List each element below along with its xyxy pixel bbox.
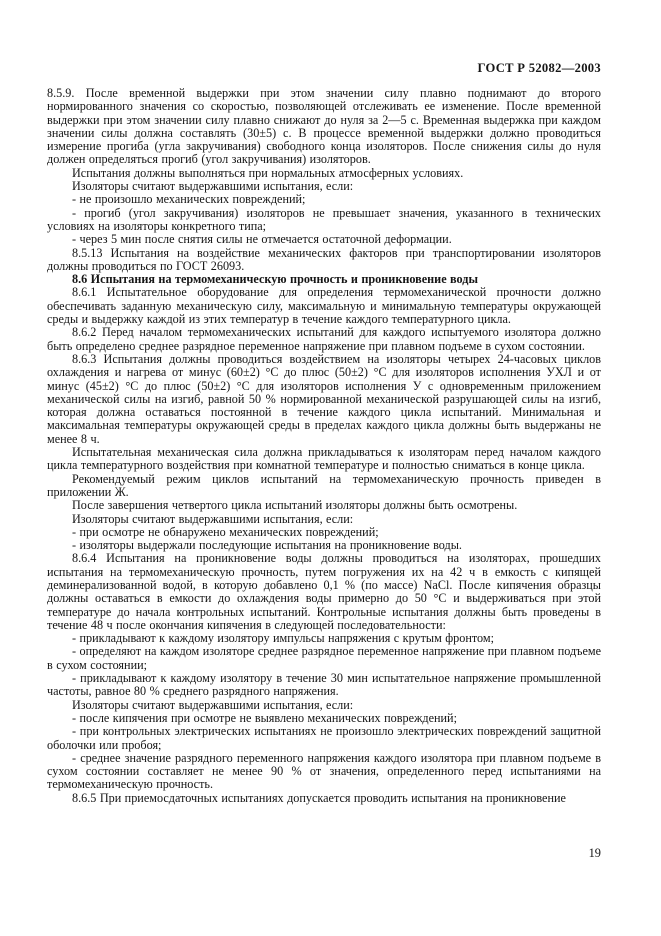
paragraph: Испытательная механическая сила должна прикладываться к изоляторам перед началом каждого цикла температурного воздействия при комнатной температуре и полностью сниматься в конце цикла. <box>47 445 601 473</box>
paragraph: После завершения четвертого цикла испытаний изоляторы должны быть осмотрены. <box>72 498 518 513</box>
paragraph: - не произошло механических повреждений; <box>72 192 306 207</box>
paragraph: - при осмотре не обнаружено механических повреждений; <box>72 524 379 539</box>
document-body <box>47 87 601 805</box>
paragraph: 8.6.1 Испытательное оборудование для определения термомеханической прочности должно обеспечивать заданную механическую силу, максимальную и минимальную температуры окружающей среды и выдержку каждой из этих температур в течение каждого температурного цикла. <box>47 285 601 327</box>
paragraph: - прикладывают к каждому изолятору импульсы напряжения с крутым фронтом; <box>72 631 495 646</box>
paragraph: - среднее значение разрядного переменного напряжения каждого изолятора при плавном подъеме в сухом состоянии составляет не менее 90 % от значения, определенного перед испытаниями на термомеханическую прочность. <box>47 750 601 792</box>
paragraph: - при контрольных электрических испытаниях не произошло электрических повреждений защитной оболочки или пробоя; <box>47 724 601 752</box>
paragraph: 8.6.2 Перед началом термомеханических испытаний для каждого испытуемого изолятора должно быть определено среднее разрядное переменное напряжение при плавном подъеме в сухом состоянии. <box>47 325 601 353</box>
paragraph: 8.6.5 При приемосдаточных испытаниях допускается проводить испытания на проникновение <box>72 790 566 805</box>
paragraph: Рекомендуемый режим циклов испытаний на термомеханическую прочность приведен в приложении Ж. <box>47 471 601 499</box>
paragraph: - определяют на каждом изоляторе среднее разрядное переменное напряжение при плавном подъеме в сухом состоянии; <box>47 644 601 672</box>
paragraph: - прогиб (угол закручивания) изоляторов не превышает значения, указанного в технических условиях на изоляторы конкретного типа; <box>47 205 601 233</box>
paragraph: - после кипячения при осмотре не выявлено механических повреждений; <box>72 710 457 725</box>
paragraph: - через 5 мин после снятия силы не отмечается остаточной деформации. <box>72 232 452 247</box>
paragraph: - изоляторы выдержали последующие испытания на проникновение воды. <box>72 538 462 553</box>
paragraph: 8.5.9. После временной выдержки при этом значении силу плавно поднимают до второго нормированного значения со скоростью, позволяющей отслеживать ее изменение. После временной выдержки при этом значении силу плавно снижают до нуля за 2—5 с. Временная выдержка при каждом значении силы должна составлять (30±5) с. В процессе временной выдержки должно проводиться измерение прогиба (угла закручивания) свободного конца изоляторов. После снижения силы до нуля должен определяться прогиб (угол закручивания) изоляторов. <box>47 86 601 167</box>
paragraph: 8.5.13 Испытания на воздействие механических факторов при транспортировании изоляторов должны проводиться по ГОСТ 26093. <box>47 245 601 273</box>
paragraph: 8.6.4 Испытания на проникновение воды должны проводиться на изоляторах, прошедших испытания на термомеханическую прочность, путем погружения их на 42 ч в емкость с кипящей деминерализованной водой, в которую добавлено 0,1 % (по массе) NaCl. После кипячения образцы должны оставаться в емкости до охлаждения воды примерно до 50 °С и выдерживаться при этой температуре до начала контрольных испытаний. Контрольные испытания должны быть проведены в течение 48 ч после окончания кипячения в следующей последовательности: <box>47 551 601 632</box>
section-heading: 8.6 Испытания на термомеханическую прочность и проникновение воды <box>72 272 478 287</box>
paragraph: Изоляторы считают выдержавшими испытания, если: <box>72 511 354 526</box>
page-number: 19 <box>588 846 601 860</box>
paragraph: Изоляторы считают выдержавшими испытания, если: <box>72 179 354 194</box>
paragraph: 8.6.3 Испытания должны проводиться воздействием на изоляторы четырех 24-часовых циклов охлаждения и нагрева от минус (60±2) °С до плюс (50±2) °С для изоляторов исполнения УХЛ и от минус (45±2) °С до плюс (50±2) °С для изоляторов исполнения У с одновременным приложением механической силы на изгиб, равной 50 % нормированной механической разрушающей силы на изгиб, которая должна оставаться постоянной в течение каждого цикла испытаний. Минимальная и максимальная температуры окружающей среды в пределах каждого цикла должны быть выдержаны не менее 8 ч. <box>47 351 601 446</box>
standard-designation: ГОСТ Р 52082—2003 <box>477 61 601 75</box>
paragraph: Изоляторы считают выдержавшими испытания, если: <box>72 697 354 712</box>
paragraph: Испытания должны выполняться при нормальных атмосферных условиях. <box>72 165 464 180</box>
paragraph: - прикладывают к каждому изолятору в течение 30 мин испытательное напряжение промышленной частоты, равное 80 % среднего разрядного напряжения. <box>47 671 601 699</box>
